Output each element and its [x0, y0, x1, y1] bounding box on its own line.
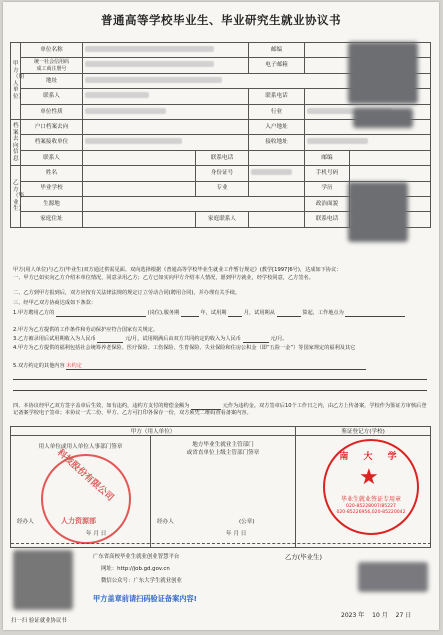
sign-year: 2023 — [341, 612, 357, 619]
label-unit-name: 单位名称 — [21, 43, 83, 58]
label-school: 毕业学校 — [21, 181, 83, 196]
label-hukou-address: 入户地址 — [249, 119, 305, 134]
redacted-value — [85, 108, 166, 114]
clause-4-b: 元作为违约金。双方签章后10个工作日之内，由乙方上传备案，学校作为鉴证方审核后登记备案学校电子签章；本协议一式二份，甲方、乙方可打印各保存一份，双方须凭二维码查看备案内容。 — [13, 403, 427, 417]
redaction-block — [348, 182, 408, 242]
label-name: 姓名 — [21, 166, 83, 181]
platform-name: 广东省高校毕业生就业创业智慧平台 — [93, 554, 180, 560]
redacted-value — [85, 46, 214, 52]
label-home-address: 家庭住址 — [21, 212, 83, 227]
clause-4 — [13, 403, 427, 417]
redaction-block — [348, 42, 418, 104]
redaction-block — [353, 108, 413, 128]
redacted-value — [85, 61, 214, 67]
school-stamp-top: 南 大 学 — [339, 452, 403, 462]
blank-line — [13, 379, 427, 380]
redacted-value — [251, 169, 292, 175]
redacted-value — [85, 77, 222, 83]
label-major: 专业 — [196, 181, 249, 196]
hr-dept-label: 用人单位或用人单位人事部门签章 — [38, 444, 123, 450]
school-sign-header: 鉴证登记方(学校) — [296, 427, 431, 436]
clause-3-1 — [13, 310, 427, 317]
label-credit-code: 统一社会信用码 成工商注册号 — [21, 58, 83, 73]
label-education: 学历 — [305, 181, 350, 196]
label-mobile: 手机号码 — [305, 166, 350, 181]
clause-4-a: 四、本协议经甲乙双方签字盖章后生效，如有违约，违约方支付的赔偿金额为 — [13, 403, 190, 409]
wechat-account: 微信公众号：广东大学生就业创业 — [101, 578, 182, 584]
label-phone: 联系电话 — [249, 89, 305, 104]
clause-3-1-d: 月，试用期从 — [243, 310, 275, 316]
label-political-status: 政治面貌 — [305, 196, 350, 211]
clause-3-3 — [13, 336, 427, 343]
company-stamp — [41, 447, 131, 544]
sign-month: 10 — [372, 612, 380, 619]
clause-3-5-value: 未约定 — [66, 363, 82, 370]
footer-divider — [11, 543, 431, 544]
party-a-side-label: 甲方（用人单位） — [11, 43, 21, 120]
clause-3-2: 2.甲方为乙方提供的工作条件和劳动保护应符合国家有关规定。 — [13, 327, 159, 333]
signature-redacted — [358, 562, 428, 592]
clause-3-3-b: 元/月，试用期满后由双方共同约定的收入为人民币 — [125, 336, 241, 342]
clause-3-1-c: 年，试用期 — [200, 310, 227, 316]
label-id-number: 身份证号 — [196, 166, 249, 181]
label-family-phone: 联系电话 — [305, 212, 350, 227]
label-hukou-destination: 户口档案去向 — [21, 119, 83, 134]
label-postcode: 邮编 — [249, 43, 305, 58]
sign-day: 27 — [395, 612, 404, 619]
label-archive-postcode: 邮编 — [305, 150, 350, 165]
qr-code-redacted — [13, 550, 73, 610]
clause-3-3-c: 元/月。 — [270, 336, 288, 342]
clause-3-5-label: 5.双方约定的其他内容 — [13, 363, 65, 369]
label-unit-nature: 单位性质 — [21, 104, 83, 119]
company-stamp-text: 科技股份有限公司 — [54, 447, 116, 504]
redacted-value — [85, 138, 182, 144]
blank-line — [13, 390, 427, 391]
redacted-value — [307, 138, 368, 144]
date-b: 年 月 日 — [226, 531, 247, 537]
label-archive-contact: 联系人 — [21, 150, 83, 165]
label-address: 地址 — [21, 73, 83, 88]
clause-1: 一、甲方已如实向乙方介绍本单位情况，同意录用乙方；乙方已如实向甲方介绍本人情况，愿到甲方就业，经学校同意，乙方签名。 — [13, 275, 314, 281]
label-industry: 行业 — [249, 104, 305, 119]
clause-3: 三、经甲乙双方协商达成如下条款： — [13, 300, 97, 306]
school-stamp-text: 毕业生就业签证专用章 — [340, 496, 401, 503]
label-receive-address: 接收地址 — [249, 135, 305, 150]
clause-3-1-e: 算起，工作地点为 — [302, 310, 344, 316]
scan-label: 扫一扫 验证就业协议书 — [11, 618, 67, 624]
document-title: 普通高等学校毕业生、毕业研究生就业协议书 — [101, 13, 341, 27]
school-stamp — [323, 439, 419, 535]
company-stamp-sub: 人力资源部 — [61, 517, 96, 525]
official-seal-label: (公章) — [239, 519, 255, 525]
clause-3-1-b: (岗位),服务期 — [147, 310, 180, 316]
date-a: 年 月 日 — [86, 531, 107, 537]
party-a-sign-header: 甲方（用人单位） — [11, 427, 296, 436]
archive-side-label: 档案去向信息 — [11, 119, 21, 165]
agent-label-a: 经办人 — [17, 519, 34, 525]
agent-label-b: 经办人 — [157, 519, 174, 525]
gov-dept-label: 地方毕业生就业主管部门 或省直单位上级主管部门签章 — [186, 442, 260, 456]
verify-notice: 甲方盖章前请扫码验证备案内容! — [93, 594, 197, 603]
gov-sign-cell — [151, 436, 296, 548]
clause-3-4: 4.甲方为乙方提供的福利包括社会统筹养老保险、医疗保险、工伤保险、生育保险、失业保险和住房公积金（即“五险一金”）等国家规定的福利及其它 — [13, 345, 356, 351]
clause-3-5 — [13, 363, 427, 370]
party-b-side-label: 乙方（毕业生） — [11, 166, 21, 228]
label-origin: 生源地 — [21, 196, 83, 211]
intro-text: 甲方(用人单位)与乙方(毕业生)双方通过供需见面、双向选择根据《普通高等学校毕业生就业工作暂行规定》(教学[1997]6号)，达成如下协议： — [13, 267, 342, 273]
star-icon: ★ — [359, 465, 379, 490]
label-family-contact: 家庭联系人 — [196, 212, 249, 227]
label-archive-phone: 联系电话 — [196, 150, 249, 165]
label-contact: 联系人 — [21, 89, 83, 104]
school-stamp-phone: 020-85228007/85227 020-85226956,020-85220042 — [336, 504, 406, 515]
clause-3-3-a: 3.乙方被录用后试用期收入为人民币 — [13, 336, 96, 342]
clause-3-1-a: 1.甲方聘用乙方的 — [13, 310, 55, 316]
clause-2: 二、乙方到甲方报到后，双方应按有关法律法规的规定订立劳动合同(聘用合同)，并办理有关手续。 — [13, 290, 241, 296]
label-archive-receiver: 档案接收单位 — [21, 135, 83, 150]
redacted-value — [85, 92, 149, 98]
label-email: 电子邮箱 — [249, 58, 305, 73]
platform-url[interactable]: 网址：http://job.gd.gov.cn — [101, 566, 170, 572]
party-b-signature-label: 乙方(毕业生) — [285, 553, 322, 561]
sign-date: 2023 年 10 月 27 日 — [341, 612, 412, 619]
agreement-paper — [3, 2, 439, 630]
